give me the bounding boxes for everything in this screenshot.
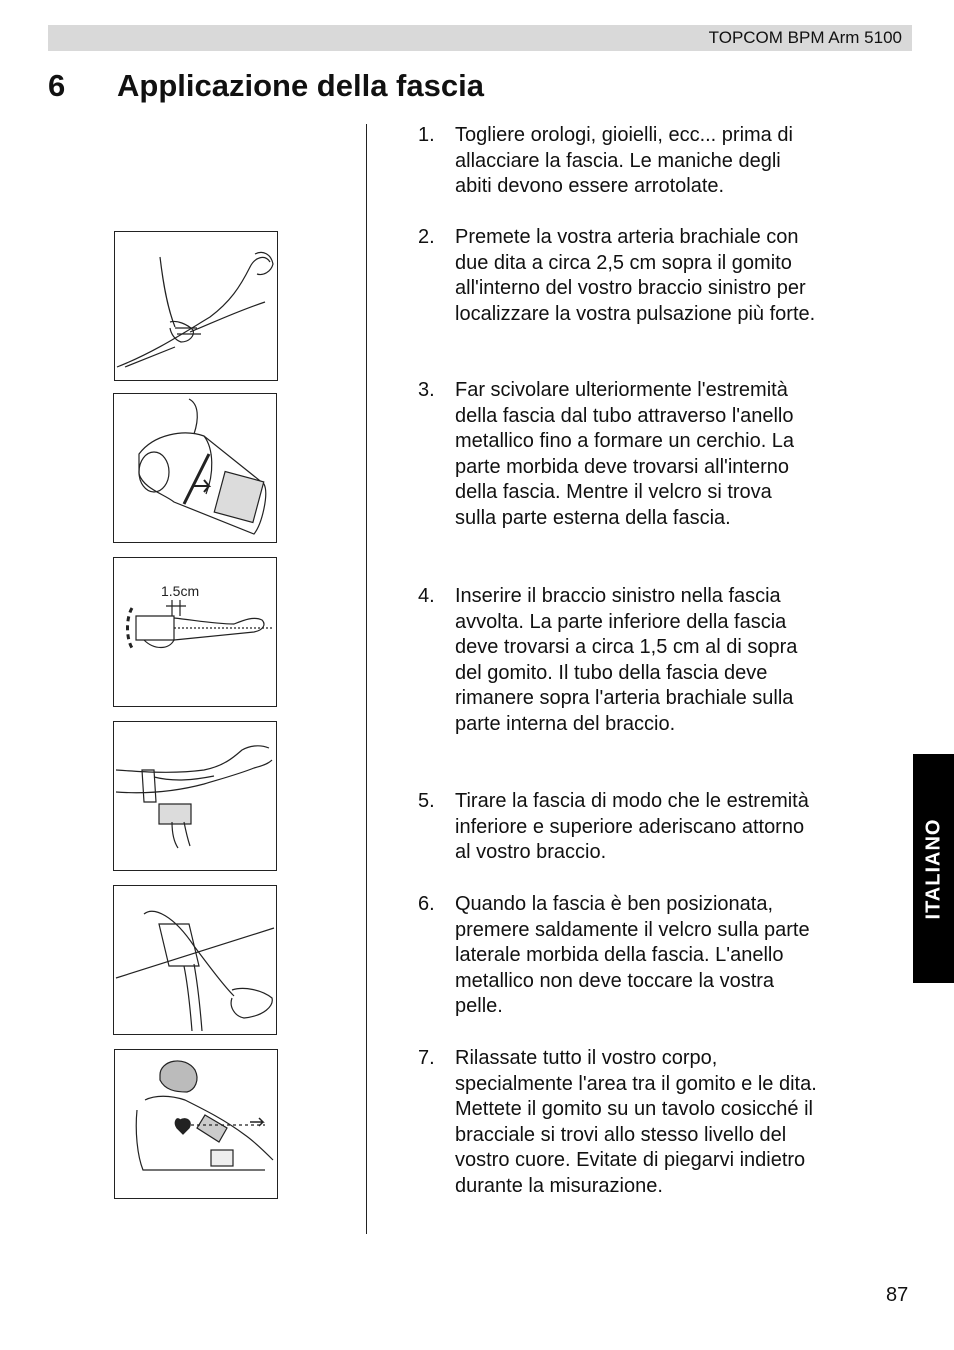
step-text: Rilassate tutto il vostro corpo, specialmente l'area tra il gomito e le dita. Mettete il gomito su un tavolo cosicché il bracciale si trovi allo stesso livello del vostro cuore. Evitate di piegarvi indietro durante la misurazione. [455, 1047, 817, 1197]
step-number: 1. [418, 124, 435, 146]
step-number: 3. [418, 379, 435, 401]
step-text: Far scivolare ulteriormente l'estremità della fascia dal tubo attraverso l'anello metallico fino a formare un cerchio. La parte morbida deve trovarsi all'interno della fascia. Mentre il velcro si trova sulla parte esterna della fascia. [455, 379, 795, 529]
step-text: Tirare la fascia di modo che le estremità inferiore e superiore aderiscano attorno al vostro braccio. [455, 790, 809, 864]
language-tab-label: ITALIANO [922, 818, 944, 919]
step-number: 2. [418, 226, 435, 248]
step-number: 4. [418, 585, 435, 607]
header-product-name: TOPCOM BPM Arm 5100 [708, 28, 902, 47]
step-text: Quando la fascia è ben posizionata, premere saldamente il velcro sulla parte laterale morbida della fascia. L'anello metallico non deve toccare la vostra pelle. [455, 893, 810, 1018]
figure-measure-label: 1.5cm [161, 583, 200, 599]
step-number: 5. [418, 790, 435, 812]
figure-cuff-ring [113, 393, 277, 543]
step-text: Premete la vostra arteria brachiale con due dita a circa 2,5 cm sopra il gomito all'interno del vostro braccio sinistro per localizzare la vostra pulsazione più forte. [455, 226, 816, 325]
language-tab [913, 754, 954, 983]
step-text: Inserire il braccio sinistro nella fascia avvolta. La parte inferiore della fascia deve trovarsi a circa 1,5 cm al di sopra del gomito. Il tubo della fascia deve rimanere sopra l'arteria brachiale sulla parte interna del braccio. [455, 585, 798, 735]
step-text: Togliere orologi, gioielli, ecc... prima di allacciare la fascia. Le maniche degli abiti devono essere arrotolate. [455, 124, 793, 198]
step-number: 7. [418, 1047, 435, 1069]
header-bar [48, 25, 912, 51]
figure-cuff-on-arm [113, 885, 277, 1035]
figure-cuff-position [113, 557, 277, 707]
figure-locate-artery [114, 231, 278, 381]
figure-seated-measurement [114, 1049, 278, 1199]
column-divider [366, 124, 367, 1234]
section-title: Applicazione della fascia [117, 68, 484, 103]
figure-arm-extended [113, 721, 277, 871]
section-number: 6 [48, 68, 66, 103]
step-number: 6. [418, 893, 435, 915]
page-number: 87 [886, 1284, 909, 1306]
